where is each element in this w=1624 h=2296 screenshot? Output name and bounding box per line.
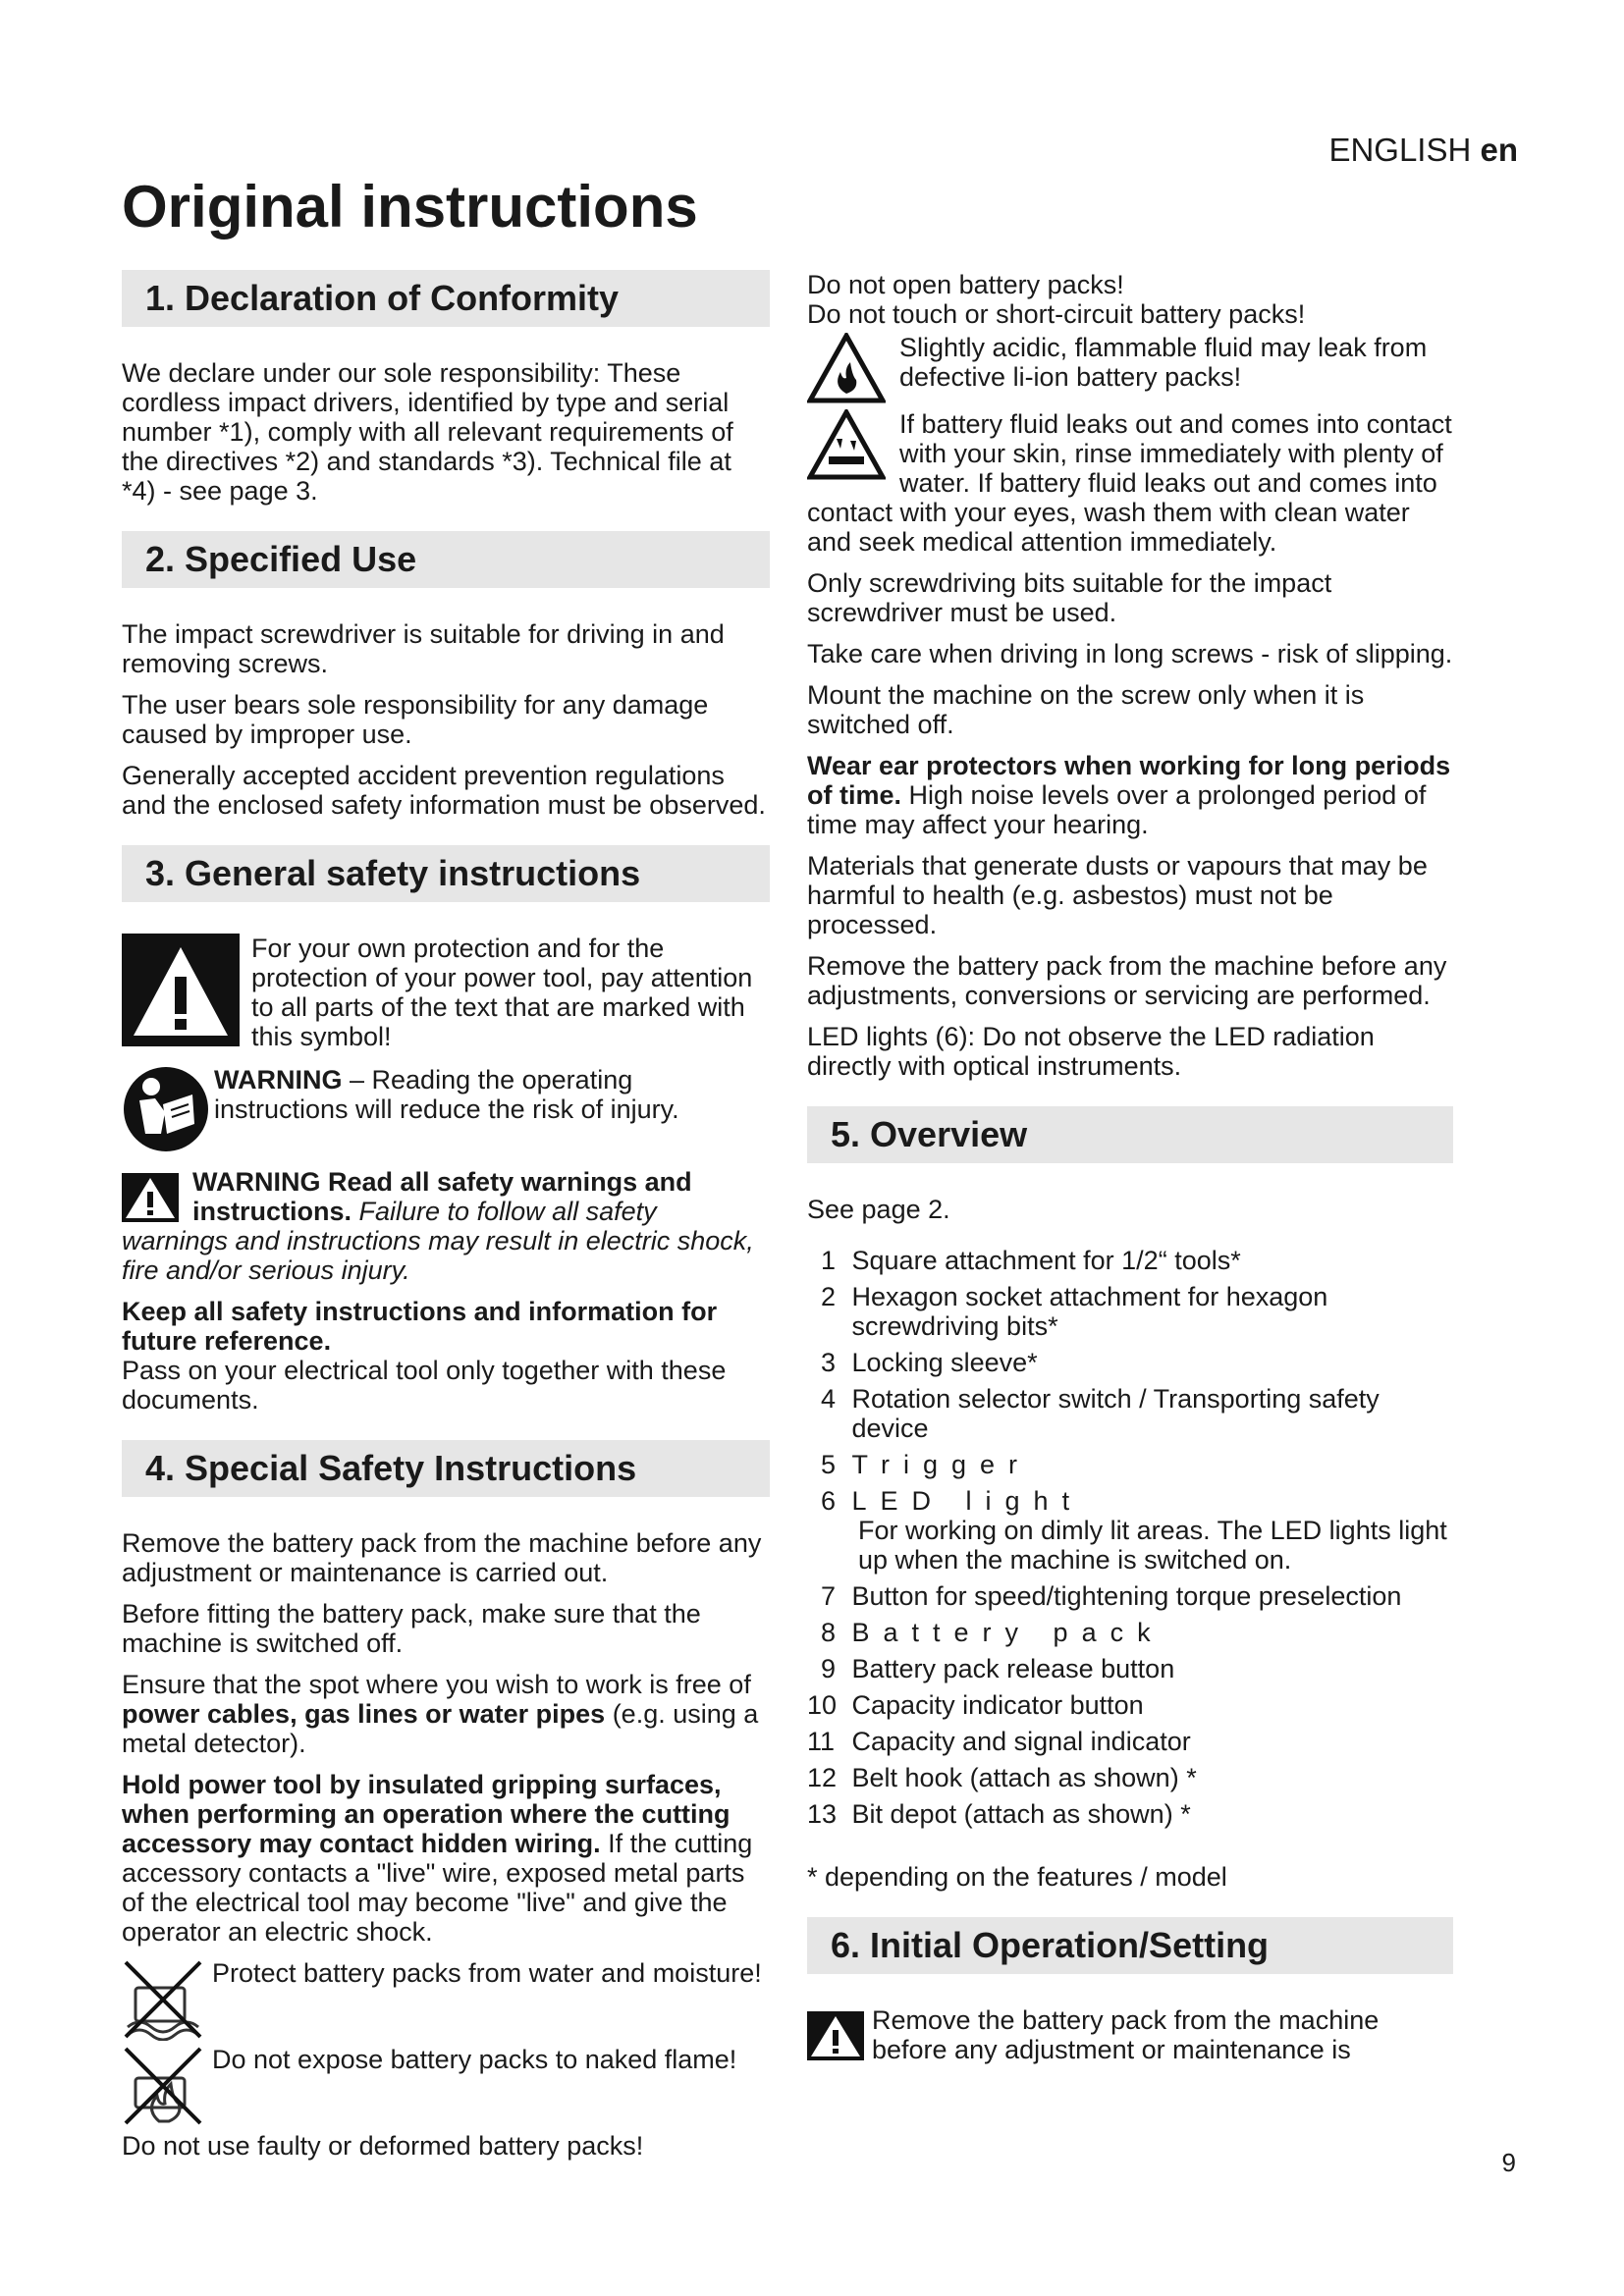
- item-number: 3: [821, 1348, 837, 1377]
- no-flame-icon: [122, 2045, 204, 2127]
- page-number: 9: [1501, 2148, 1516, 2177]
- section-heading-special-safety: 4. Special Safety Instructions: [122, 1440, 770, 1497]
- corrosive-warning-icon: [807, 409, 886, 480]
- water-warning: [122, 1958, 770, 2041]
- item-number: 10: [807, 1690, 838, 1720]
- initial-operation-warning: [807, 2005, 1453, 2064]
- special-safety-text-2: Before fitting the battery pack, make sure that the machine is switched off.: [122, 1599, 701, 1658]
- section-heading-declaration: 1. Declaration of Conformity: [122, 270, 770, 327]
- language-label: [1328, 132, 1518, 169]
- item-label: Square attachment for 1/2“ tools*: [851, 1246, 1241, 1275]
- water-warning-text: Protect battery packs from water and moisture!: [212, 1958, 762, 1988]
- item-label: Battery pack: [851, 1618, 1164, 1647]
- section-heading-general-safety: 3. General safety instructions: [122, 845, 770, 902]
- fluid-warning-text: If battery fluid leaks out and comes into contact with your skin, rinse immediately with plenty of water. If battery fluid leaks out and comes into contact with your eyes, wash them with clean water and seek medical attention immediately.: [807, 409, 1452, 557]
- item-label: Button for speed/tightening torque preselection: [851, 1581, 1402, 1611]
- flame-warning-text: Do not expose battery packs to naked flame!: [212, 2045, 737, 2074]
- footnote: * depending on the features / model: [807, 1862, 1227, 1892]
- list-item: [807, 1799, 1453, 1829]
- section-heading-initial-operation: 6. Initial Operation/Setting: [807, 1917, 1453, 1974]
- specified-use-text-1: The impact screwdriver is suitable for driving in and removing screws.: [122, 619, 725, 678]
- item-number: 11: [807, 1727, 836, 1756]
- item-number: 13: [807, 1799, 838, 1829]
- item-number: 12: [807, 1763, 838, 1792]
- right-column: [807, 270, 1453, 2078]
- warning-label: WARNING: [214, 1065, 343, 1095]
- list-item: [807, 1690, 1453, 1720]
- item-label: Locking sleeve*: [851, 1348, 1038, 1377]
- touch-pack-text: Do not touch or short-circuit battery packs!: [807, 299, 1306, 329]
- keep-instructions-bold: Keep all safety instructions and information for future reference.: [122, 1297, 718, 1356]
- symbol-note: [122, 934, 770, 1051]
- faulty-pack-text: Do not use faulty or deformed battery packs!: [122, 2131, 644, 2161]
- specified-use-text-2: The user bears sole responsibility for any damage caused by improper use.: [122, 690, 709, 749]
- item-label: Belt hook (attach as shown) *: [851, 1763, 1197, 1792]
- item-label: LED light: [851, 1486, 1084, 1516]
- list-item: [821, 1348, 1453, 1377]
- list-item: [821, 1581, 1453, 1611]
- special-safety-text-4-bold: Hold power tool by insulated gripping surfaces, when performing an operation where the cutting accessory may contact hidden wiring.: [122, 1770, 731, 1858]
- special-safety-text-3b: power cables, gas lines or water pipes: [122, 1699, 606, 1729]
- read-manual-icon: [122, 1065, 210, 1153]
- symbol-note-text: For your own protection and for the protection of your power tool, pay attention to all parts of the text that are marked with this symbol!: [251, 934, 753, 1051]
- language-code: en: [1480, 132, 1518, 168]
- safety-warning-italic: Failure to follow all safety warnings and instructions may result in electric shock, fire and/or serious injury.: [122, 1197, 754, 1285]
- ear-protection-bold: Wear ear protectors when working for long periods of time.: [807, 751, 1451, 810]
- item-number: 6: [821, 1486, 837, 1516]
- flammable-warning-icon: [807, 333, 886, 403]
- special-safety-text-4: [122, 1770, 770, 1947]
- special-safety-text-3c: (e.g. using a metal detector).: [122, 1699, 759, 1758]
- item-number: 7: [821, 1581, 837, 1611]
- acid-warning: [807, 333, 1453, 403]
- list-item: [807, 1763, 1453, 1792]
- initial-operation-text: Remove the battery pack from the machine before any adjustment or maintenance is: [872, 2005, 1380, 2064]
- read-manual-text: [214, 1065, 770, 1124]
- item-number: 5: [821, 1450, 837, 1479]
- list-item: [821, 1282, 1453, 1341]
- list-item: [821, 1654, 1453, 1683]
- item-number: 2: [821, 1282, 837, 1311]
- overview-list: [807, 1246, 1453, 1829]
- item-number: 1: [821, 1246, 837, 1275]
- flame-warning: [122, 2045, 770, 2127]
- mount-text: Mount the machine on the screw only when it is switched off.: [807, 680, 1365, 739]
- page-title: Original instructions: [122, 174, 698, 240]
- list-item: [821, 1486, 1453, 1575]
- item-label: Battery pack release button: [851, 1654, 1175, 1683]
- item-number: 9: [821, 1654, 837, 1683]
- safety-warning-block: [122, 1167, 770, 1285]
- bits-text: Only screwdriving bits suitable for the impact screwdriver must be used.: [807, 568, 1332, 627]
- remove-pack-text: Remove the battery pack from the machine before any adjustments, conversions or servicing are performed.: [807, 951, 1447, 1010]
- fluid-warning: [807, 409, 1453, 557]
- read-manual-warning: [122, 1065, 770, 1153]
- special-safety-text-4-body: If the cutting accessory contacts a "live" wire, exposed metal parts of the electrical tool may become "live" and give the operator an electric shock.: [122, 1829, 753, 1947]
- see-page-text: See page 2.: [807, 1195, 950, 1224]
- keep-instructions: [122, 1297, 770, 1356]
- item-label: Rotation selector switch / Transporting safety device: [851, 1384, 1380, 1443]
- language-name: ENGLISH: [1328, 132, 1472, 168]
- led-text: LED lights (6): Do not observe the LED radiation directly with optical instruments.: [807, 1022, 1375, 1081]
- item-number: 4: [821, 1384, 837, 1414]
- item-description: For working on dimly lit areas. The LED lights light up when the machine is switched on.: [858, 1516, 1447, 1575]
- list-item: [821, 1384, 1453, 1443]
- section-heading-overview: 5. Overview: [807, 1106, 1453, 1163]
- item-label: Bit depot (attach as shown) *: [851, 1799, 1191, 1829]
- item-label: Capacity and signal indicator: [851, 1727, 1191, 1756]
- specified-use-text-3: Generally accepted accident prevention regulations and the enclosed safety information must be observed.: [122, 761, 766, 820]
- declaration-text: We declare under our sole responsibility: These cordless impact drivers, identified by type and serial number *1), comply with all relevant requirements of the directives *2) and standards *3). Technical file at *4) - see page 3.: [122, 358, 733, 506]
- warning-triangle-icon: [122, 934, 240, 1046]
- item-label: Hexagon socket attachment for hexagon screwdriving bits*: [851, 1282, 1328, 1341]
- list-item: [821, 1450, 1453, 1479]
- section-heading-specified-use: 2. Specified Use: [122, 531, 770, 588]
- warning-small-icon: [122, 1173, 179, 1222]
- warning-small-icon: [807, 2011, 864, 2060]
- no-water-icon: [122, 1958, 204, 2041]
- left-column: [122, 270, 770, 2172]
- special-safety-text-3: [122, 1670, 770, 1758]
- list-item: [821, 1246, 1453, 1275]
- special-safety-text-3a: Ensure that the spot where you wish to work is free of: [122, 1670, 751, 1699]
- pass-on-text: Pass on your electrical tool only together with these documents.: [122, 1356, 727, 1415]
- materials-text: Materials that generate dusts or vapours that may be harmful to health (e.g. asbestos) must not be processed.: [807, 851, 1428, 939]
- ear-protection-text: [807, 751, 1453, 839]
- open-pack-text: Do not open battery packs!: [807, 270, 1124, 299]
- ear-protection-body: High noise levels over a prolonged period of time may affect your hearing.: [807, 780, 1427, 839]
- item-number: 8: [821, 1618, 837, 1647]
- list-item: [821, 1618, 1453, 1647]
- care-text: Take care when driving in long screws - risk of slipping.: [807, 639, 1453, 668]
- special-safety-text-1: Remove the battery pack from the machine before any adjustment or maintenance is carried out.: [122, 1528, 762, 1587]
- list-item: [807, 1727, 1453, 1756]
- item-label: Trigger: [851, 1450, 1032, 1479]
- item-label: Capacity indicator button: [851, 1690, 1144, 1720]
- safety-warning-bold: WARNING Read all safety warnings and instructions.: [192, 1167, 692, 1226]
- safety-warning-text: [122, 1167, 770, 1285]
- acid-warning-text: Slightly acidic, flammable fluid may leak from defective li-ion battery packs!: [899, 333, 1428, 392]
- warning-body: – Reading the operating instructions will reduce the risk of injury.: [214, 1065, 679, 1124]
